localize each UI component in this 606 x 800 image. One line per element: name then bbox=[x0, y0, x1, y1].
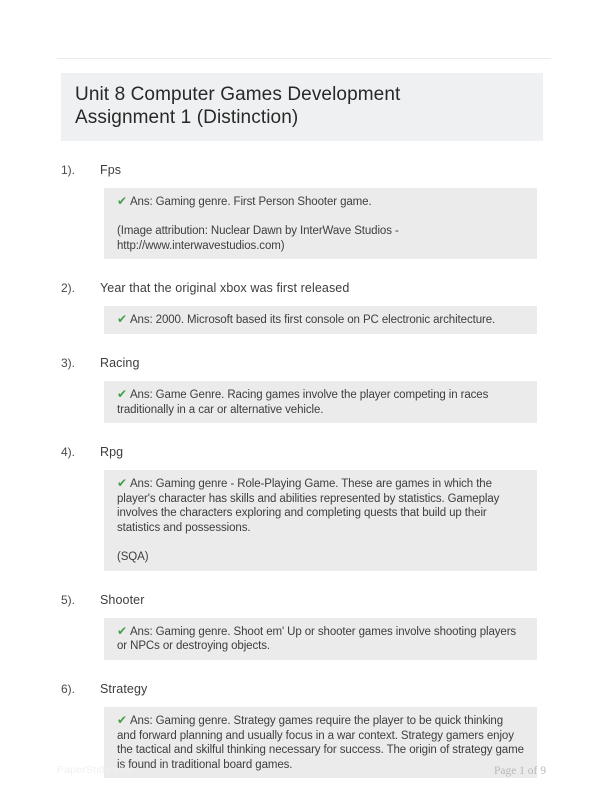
check-icon: ✔ bbox=[117, 476, 127, 491]
check-icon: ✔ bbox=[117, 623, 127, 638]
question-number: 4). bbox=[61, 445, 76, 460]
question-text: Fps bbox=[100, 163, 122, 177]
check-icon: ✔ bbox=[117, 386, 127, 401]
answer-text: Ans: Gaming genre - Role-Playing Game. These are games in which the player's character has skills and abilities represented by statistics. Gameplay involves the characters exploring and completing quests that build up their statistics and possessions. bbox=[117, 478, 500, 534]
page-title bbox=[61, 73, 543, 141]
question-number: 6). bbox=[61, 681, 76, 696]
qa-item-5 bbox=[61, 593, 537, 660]
qa-item-4 bbox=[61, 445, 537, 571]
divider bbox=[57, 58, 551, 59]
watermark: PaperStitle.com bbox=[57, 764, 135, 776]
answer-box bbox=[104, 707, 537, 778]
answer-box bbox=[104, 306, 537, 334]
check-icon: ✔ bbox=[117, 712, 127, 727]
question-number: 5). bbox=[61, 592, 76, 607]
answer-box bbox=[104, 188, 537, 259]
answer-text: Ans: 2000. Microsoft based its first console on PC electronic architecture. bbox=[129, 314, 496, 327]
answer-text: Ans: Gaming genre. Shoot em' Up or shooter games involve shooting players or NPCs or destroying objects. bbox=[117, 625, 517, 653]
qa-item-2 bbox=[61, 281, 537, 334]
answer-box bbox=[104, 470, 537, 571]
question-text: Rpg bbox=[100, 445, 124, 460]
qa-item-1 bbox=[61, 163, 537, 259]
answer-box bbox=[104, 618, 537, 660]
answer-text: Ans: Game Genre. Racing games involve the player competing in races traditionally in a car or alternative vehicle. bbox=[117, 388, 489, 416]
page-title-line1: Unit 8 Computer Games Development bbox=[75, 84, 401, 105]
question-number: 3). bbox=[61, 355, 76, 370]
page-number: Page 1 of 9 bbox=[493, 765, 546, 777]
question-number: 2). bbox=[61, 281, 76, 296]
check-icon: ✔ bbox=[117, 194, 127, 208]
qa-item-3 bbox=[61, 356, 537, 423]
question-text: Year that the original xbox was first released bbox=[100, 281, 350, 296]
answer-box bbox=[104, 381, 537, 423]
question-number: 1). bbox=[61, 163, 76, 177]
check-icon: ✔ bbox=[117, 312, 127, 327]
question-text: Shooter bbox=[100, 592, 145, 607]
answer-note: (Image attribution: Nuclear Dawn by InterWave Studios - http://www.interwavestudios.com) bbox=[117, 225, 399, 252]
question-text: Racing bbox=[100, 355, 140, 370]
answer-text: Ans: Gaming genre. First Person Shooter game. bbox=[129, 196, 372, 208]
answer-note: (SQA) bbox=[117, 551, 149, 564]
answer-text: Ans: Gaming genre. Strategy games require the player to be quick thinking and forward planning and usually focus in a war context. Strategy gamers enjoy the tactical and skilful thinking necessary for success. The origin of strategy game is found in traditional board games. bbox=[117, 714, 524, 771]
page-title-line2: Assignment 1 (Distinction) bbox=[75, 106, 299, 128]
question-text: Strategy bbox=[100, 681, 148, 696]
